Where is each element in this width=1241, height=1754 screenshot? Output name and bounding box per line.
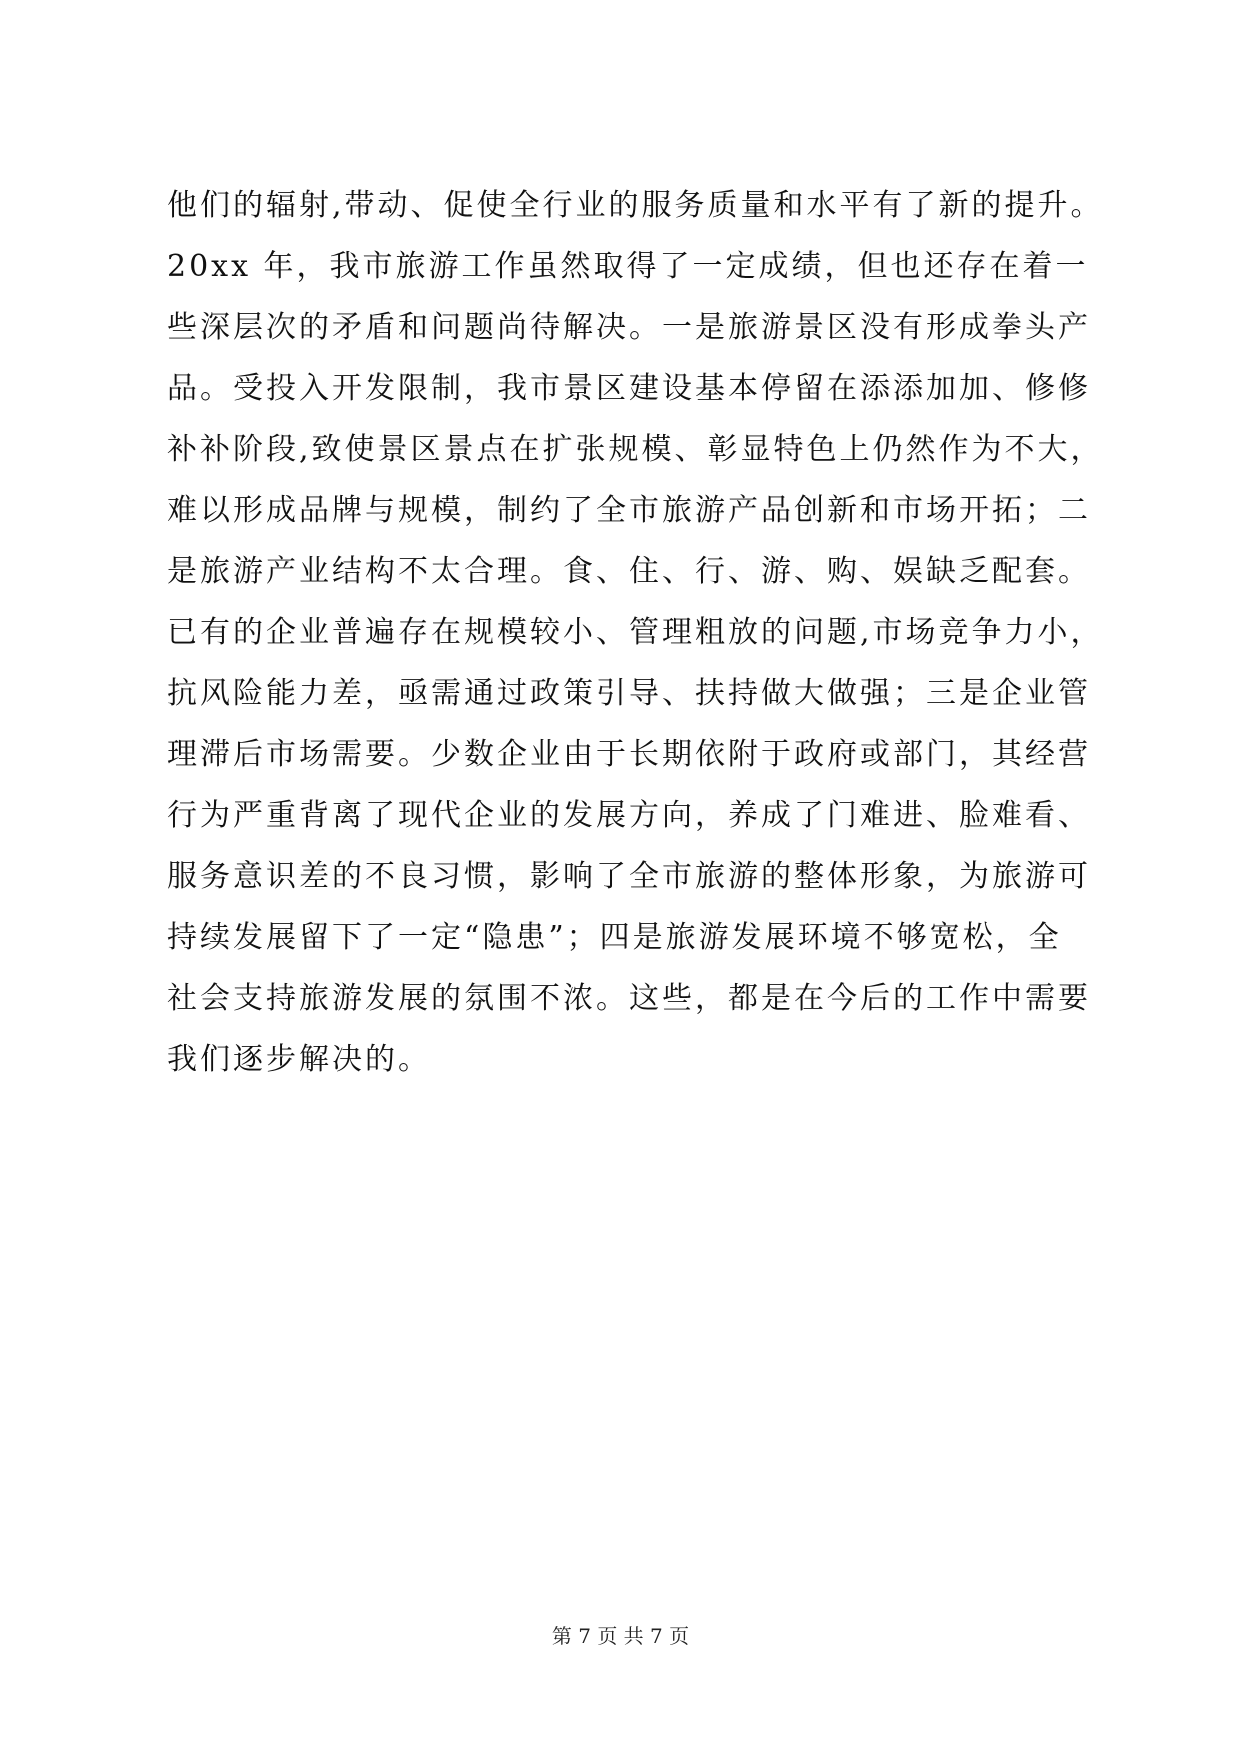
- text-line: 我们逐步解决的。: [167, 1042, 431, 1077]
- text-line: 难以形成品牌与规模，制约了全市旅游产品创新和市场开拓；二: [167, 493, 1091, 528]
- text-line: 服务意识差的不良习惯，影响了全市旅游的整体形象，为旅游可: [167, 859, 1091, 894]
- text-line: 持续发展留下了一定“隐患”；四是旅游发展环境不够宽松，全: [167, 920, 1062, 955]
- text-line: 补补阶段,致使景区景点在扩张规模、彰显特色上仍然作为不大，: [167, 432, 1104, 467]
- text-line: 些深层次的矛盾和问题尚待解决。一是旅游景区没有形成拳头产: [167, 310, 1091, 345]
- text-line: 他们的辐射,带动、促使全行业的服务质量和水平有了新的提升。: [167, 188, 1104, 223]
- text-line: 行为严重背离了现代企业的发展方向，养成了门难进、脸难看、: [167, 798, 1091, 833]
- page-number: 第 7 页 共 7 页: [551, 1624, 690, 1648]
- text-line: 抗风险能力差，亟需通过政策引导、扶持做大做强；三是企业管: [167, 676, 1091, 711]
- text-line: 社会支持旅游发展的氛围不浓。这些，都是在今后的工作中需要: [167, 981, 1091, 1016]
- body-paragraph: [167, 175, 1104, 1090]
- page-footer: [0, 1622, 1241, 1650]
- text-line: 已有的企业普遍存在规模较小、管理粗放的问题,市场竞争力小，: [167, 615, 1104, 650]
- text-line: 是旅游产业结构不太合理。食、住、行、游、购、娱缺乏配套。: [167, 554, 1091, 589]
- text-line: 品。受投入开发限制，我市景区建设基本停留在添添加加、修修: [167, 371, 1091, 406]
- text-line: 理滞后市场需要。少数企业由于长期依附于政府或部门，其经营: [167, 737, 1091, 772]
- text-line: 20xx 年，我市旅游工作虽然取得了一定成绩，但也还存在着一: [167, 249, 1089, 284]
